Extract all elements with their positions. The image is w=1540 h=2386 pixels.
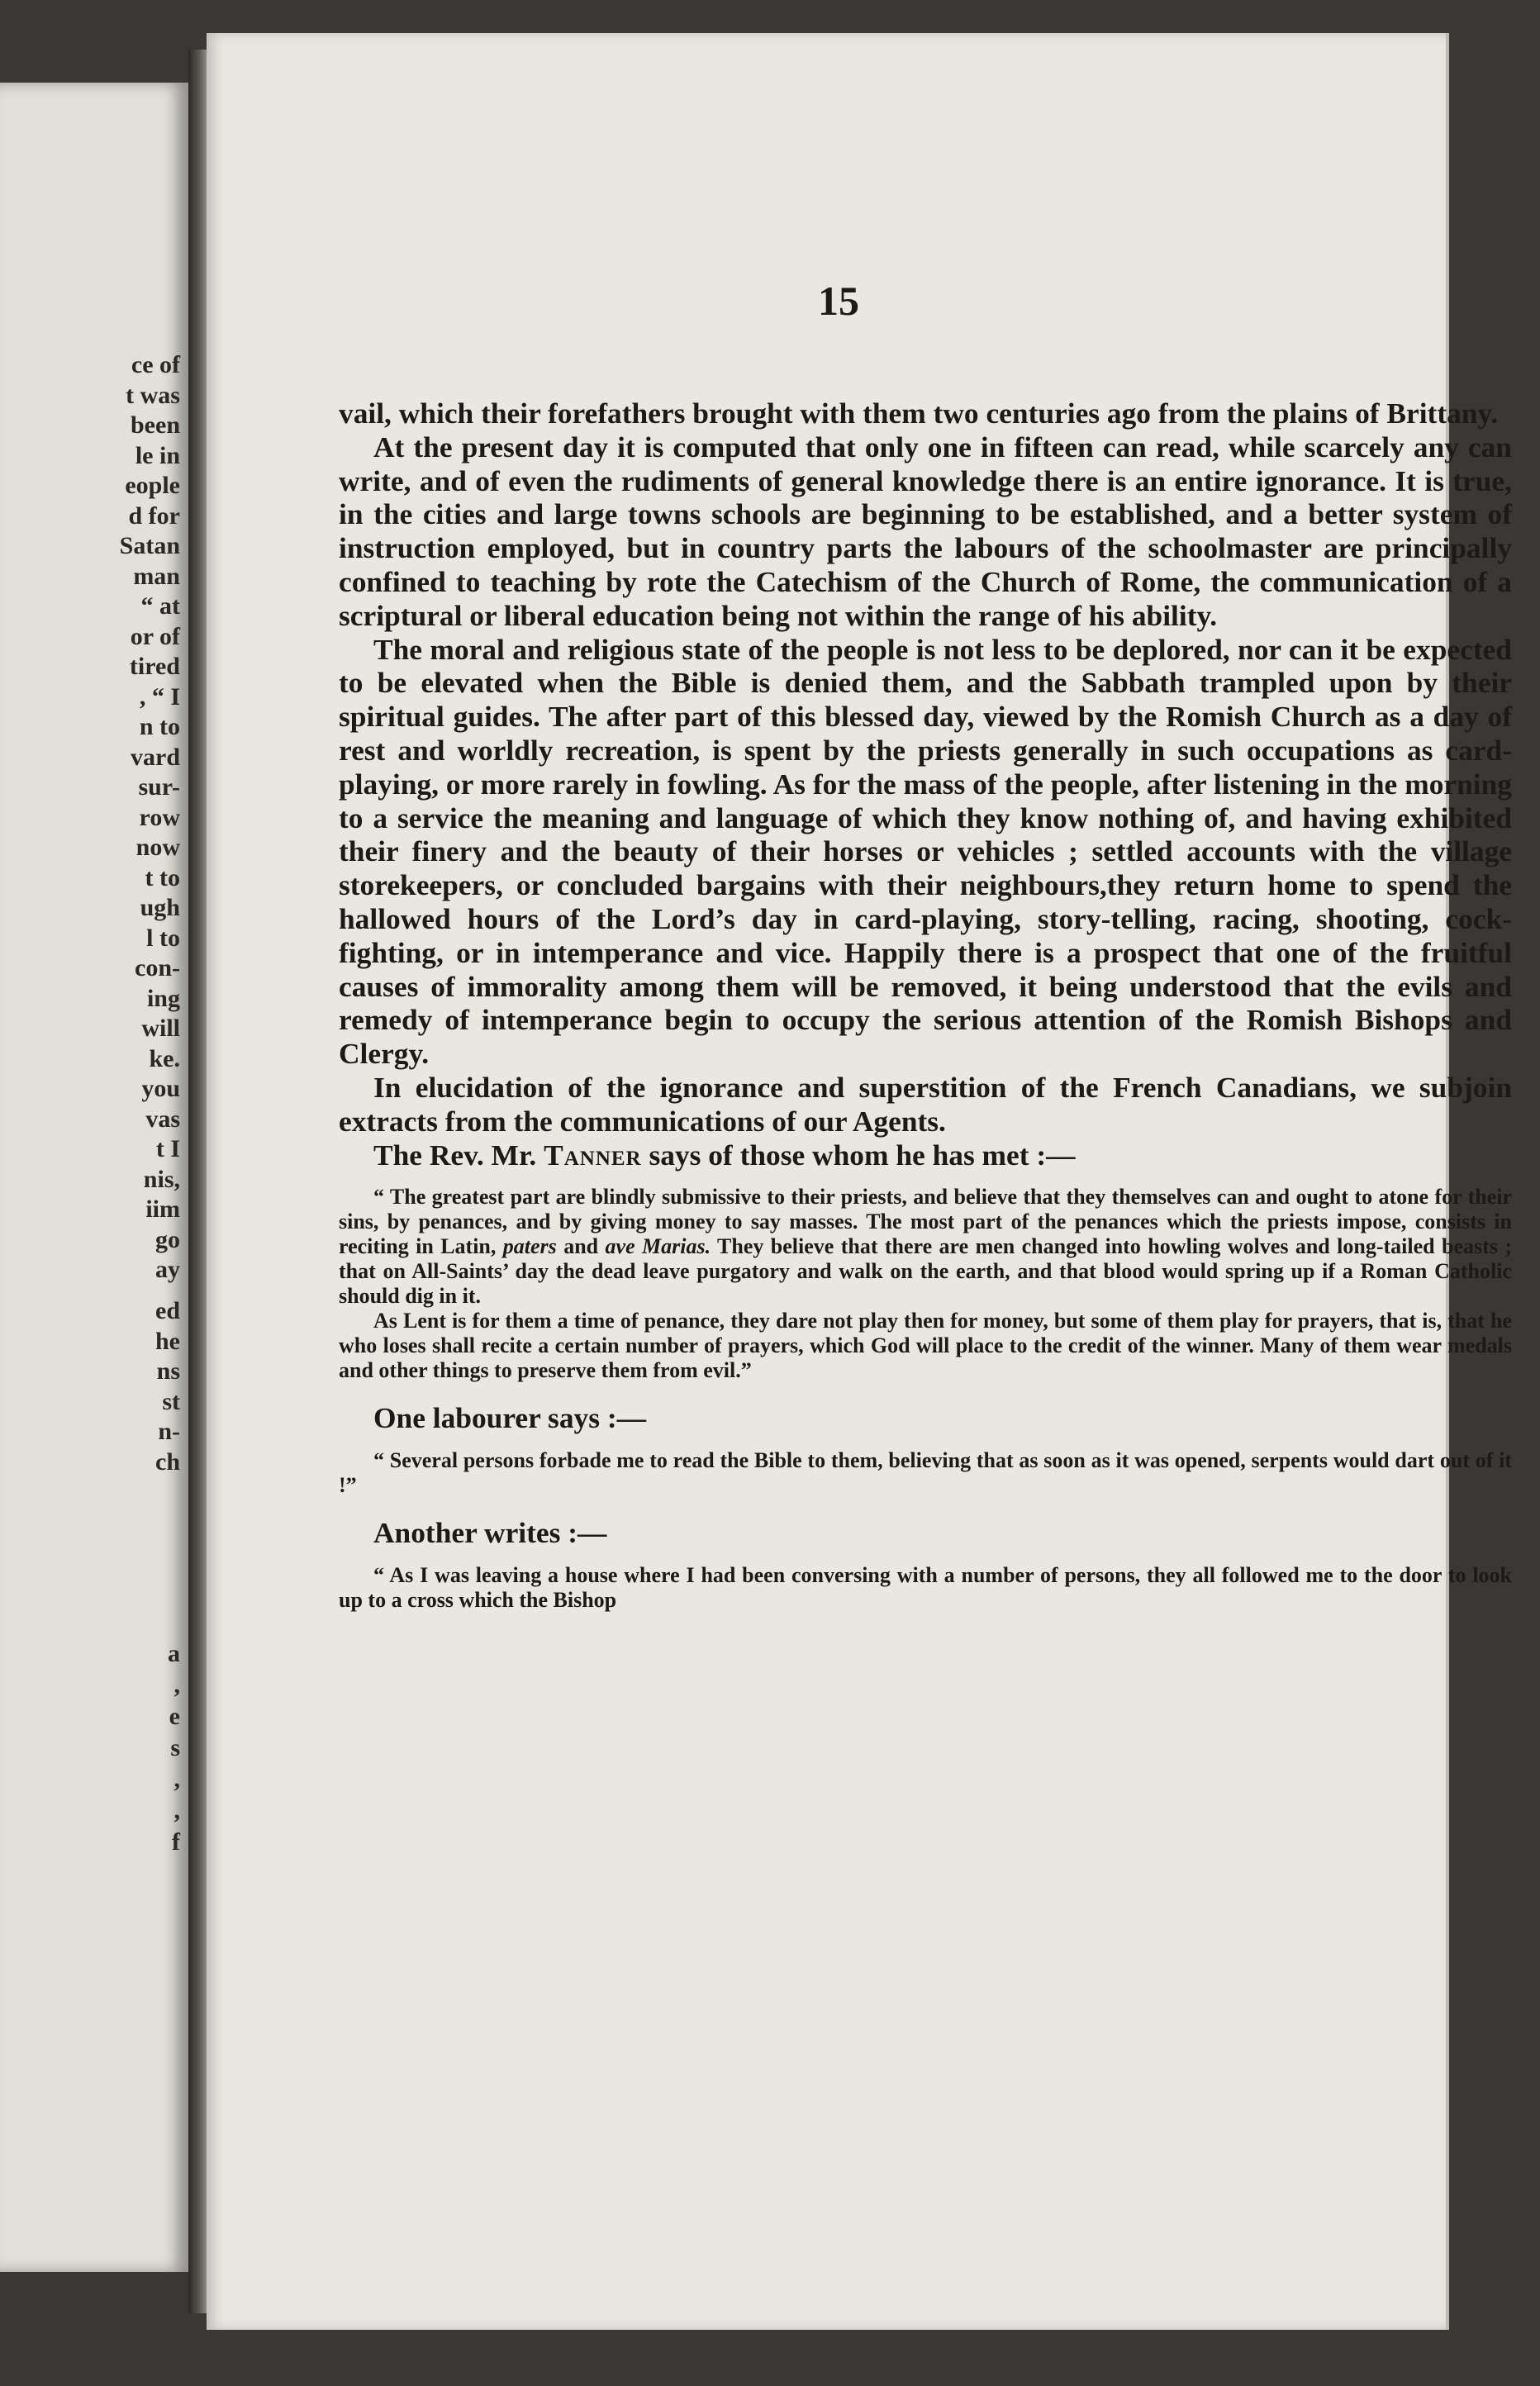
paragraph-2: At the present day it is computed that only one in fifteen can read, while scarcely any can write, and of even the rudiments of general knowledge there is an entire ignorance. It is true, in the cities and large towns schools are beginning to be established, and a better system of instruction employed, but in country parts the labours of the schoolmaster are principally confined to teaching by rote the Catechism of the Church of Rome, the communication of a scriptural or liberal education being not within the range of his ability. — [339, 430, 1512, 632]
facing-page-fragment: t was — [126, 381, 180, 409]
facing-page-fragment: Satan — [119, 532, 180, 559]
facing-page-fragment: ch — [155, 1447, 180, 1476]
tanner-name: Tanner — [544, 1138, 642, 1172]
facing-page-fragment: st — [162, 1387, 180, 1415]
facing-page-fragment: con- — [135, 954, 180, 981]
facing-page-fragment: a — [168, 1640, 180, 1667]
facing-page-fragment: t I — [155, 1135, 180, 1162]
facing-page-fragment: now — [135, 834, 180, 861]
facing-page-fragment: eople — [125, 472, 180, 499]
tanner-intro-before: The Rev. Mr. — [373, 1138, 544, 1172]
facing-page-fragment: , — [173, 1671, 180, 1699]
tanner-intro — [339, 1138, 1512, 1172]
facing-page-fragment: or of — [130, 622, 180, 650]
labourer-intro: One labourer says :— — [373, 1401, 647, 1435]
facing-page-fragment: n to — [139, 713, 180, 740]
facing-page-fragment: n- — [158, 1418, 180, 1445]
facing-page-fragment: ing — [146, 984, 180, 1012]
facing-page-fragment: vard — [131, 743, 180, 771]
facing-page-fragment: he — [155, 1327, 180, 1355]
facing-page-fragment: sur- — [138, 773, 180, 801]
facing-page-fragment: ce of — [131, 351, 180, 378]
tanner-quote-2: As Lent is for them a time of penance, they dare not play then for money, but some of them play for prayers, that is, that he who loses shall recite a certain number of prayers, which God will place to the credit of the winner. Many of them wear medals and other things to preserve them from evil.” — [339, 1309, 1512, 1383]
facing-page-fragment: l to — [146, 924, 180, 952]
paragraph-1: vail, which their forefathers brought with them two centuries ago from the plains of Brittany. — [339, 397, 1499, 430]
another-intro: Another writes :— — [373, 1516, 607, 1550]
paragraph-4: In elucidation of the ignorance and superstition of the French Canadians, we subjoin extracts from the communications of our Agents. — [339, 1070, 1512, 1138]
labourer-quote: “ Several persons forbade me to read the Bible to them, believing that as soon as it was opened, serpents would dart out of it !” — [339, 1448, 1512, 1498]
facing-page-fragment: ns — [156, 1357, 180, 1385]
facing-page-fragment: ed — [155, 1297, 180, 1324]
facing-page-fragment: t to — [145, 863, 180, 891]
facing-page-fragment: you — [141, 1075, 180, 1102]
tanner-intro-after: says of those whom he has met :— — [641, 1138, 1076, 1172]
another-quote: “ As I was leaving a house where I had been conversing with a number of persons, they all followed me to the door to look up to a cross which the Bishop — [339, 1562, 1512, 1612]
facing-page-fragment: been — [131, 411, 180, 439]
tanner-quote-and: and — [556, 1234, 606, 1259]
facing-page-fragment: iim — [145, 1195, 180, 1223]
tanner-quote-text-a: “ The greatest part are blindly submissive to their priests, and believe that they themselves can and ought to atone for their sins, by penances, and by giving money to say masses. The most part of the penances which the priests impose, consists in reciting in Latin, — [339, 1185, 1512, 1259]
facing-page-fragment: “ at — [140, 592, 180, 620]
facing-page-fragment: s — [170, 1734, 180, 1761]
facing-page-fragment: , — [173, 1766, 180, 1793]
facing-page-fragment: will — [141, 1015, 180, 1042]
page-number: 15 — [818, 278, 859, 324]
paragraph-3: The moral and religious state of the people is not less to be deplored, nor can it be expected to be elevated when the Bible is denied them, and the Sabbath trampled upon by their spiritual guides. The after part of this blessed day, viewed by the Romish Church as a day of rest and worldly recreation, is spent by the priests generally in such occupations as card-playing, or more rarely in fowling. As for the mass of the people, after listening in the morning to a service the meaning and language of which they know nothing of, and having exhibited their finery and the beauty of their horses or vehicles ; settled accounts with the village storekeepers, or concluded bargains with their neighbours,they return home to spend the hallowed hours of the Lord’s day in card-playing, story-telling, racing, shooting, cock-fighting, or in intemperance and vice. Happily there is a prospect that one of the fruitful causes of immorality among them will be removed, it being understood that the evils and remedy of intemperance begin to occupy the serious attention of the Romish Bishops and Clergy. — [339, 632, 1512, 1071]
facing-page-fragment: le in — [135, 441, 180, 469]
latin-term-ave-marias: ave Marias. — [605, 1234, 711, 1259]
facing-page-fragment: row — [139, 803, 180, 831]
facing-page-fragment: , — [173, 1797, 180, 1824]
facing-page-fragment: vas — [145, 1105, 180, 1133]
facing-page-fragment: nis, — [143, 1165, 180, 1193]
facing-page-fragment: tired — [129, 653, 180, 680]
page-body — [339, 397, 1512, 1613]
facing-page-fragment: , “ I — [139, 682, 180, 711]
facing-page-fragment: go — [155, 1225, 180, 1253]
book-gutter — [188, 50, 207, 2313]
latin-term-paters: paters — [502, 1234, 557, 1259]
facing-page-fragment: ugh — [140, 894, 180, 921]
tanner-quote-1 — [339, 1185, 1512, 1309]
facing-page-fragment: man — [133, 562, 180, 590]
facing-page-fragment: f — [172, 1828, 180, 1856]
facing-page-fragment: ay — [155, 1256, 180, 1283]
facing-page-edge — [0, 83, 188, 2272]
page — [207, 33, 1512, 2330]
facing-page-fragment: ke. — [149, 1044, 180, 1072]
facing-page-fragment: d for — [128, 501, 180, 530]
tanner-quote-text-b: They believe that there are men changed into howling wolves and long-tailed beasts ; that on All-Saints’ day the dead leave purgatory and walk on the earth, and that blood would spring up if a Roman Catholic should dig in it. — [339, 1234, 1512, 1309]
facing-page-fragment: e — [169, 1703, 180, 1730]
